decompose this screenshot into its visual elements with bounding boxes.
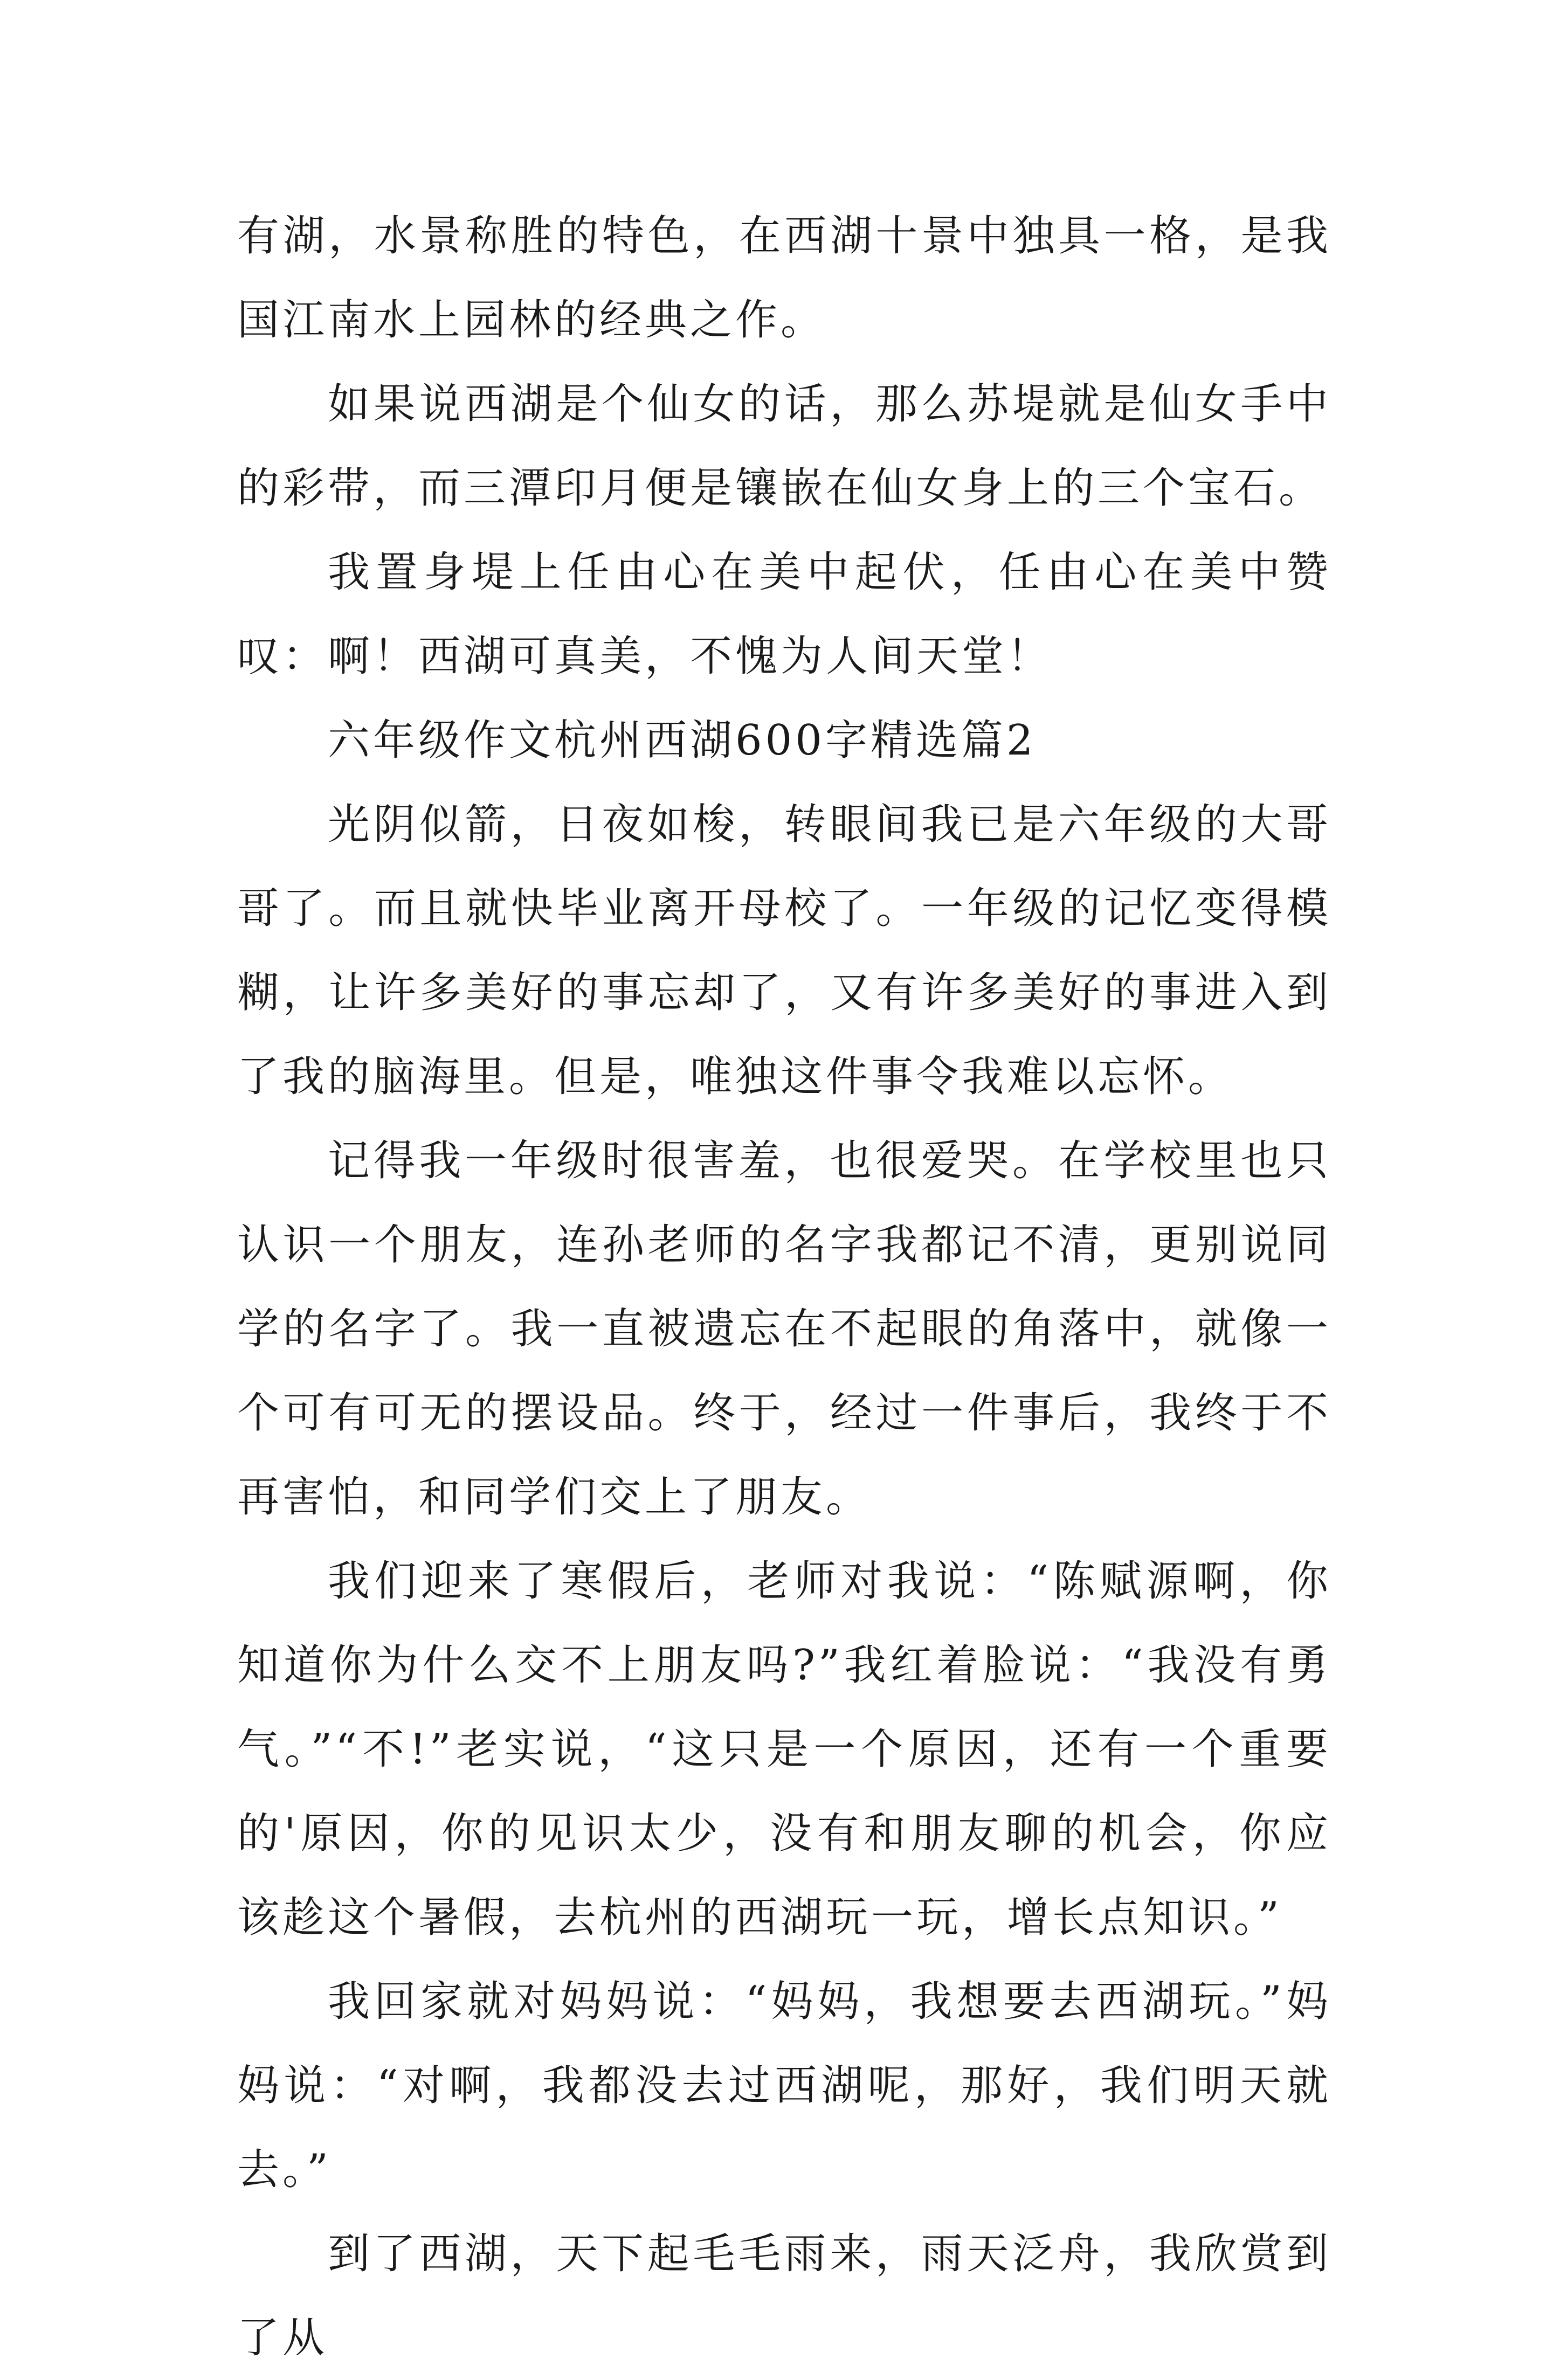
paragraph-3: 我置身堤上任由心在美中起伏，任由心在美中赞叹：啊！西湖可真美，不愧为人间天堂！ xyxy=(237,548,1331,681)
paragraph-1: 有湖，水景称胜的特色，在西湖十景中独具一格，是我国江南水上园林的经典之作。 xyxy=(237,212,1331,344)
paragraph-8: 我回家就对妈妈说：“妈妈，我想要去西湖玩。”妈妈说：“对啊，我都没去过西湖呢，那好，我们明天就去。” xyxy=(237,1977,1331,2194)
paragraph-2: 如果说西湖是个仙女的话，那么苏堤就是仙女手中的彩带，而三潭印月便是镶嵌在仙女身上的三个宝石。 xyxy=(237,380,1331,513)
paragraph-7: 我们迎来了寒假后，老师对我说：“陈赋源啊，你知道你为什么交不上朋友吗?”我红着脸说：“我没有勇气。”“不!”老实说，“这只是一个原因，还有一个重要的'原因，你的见识太少，没有和朋友聊的机会，你应该趁这个暑假，去杭州的西湖玩一玩，增长点知识。” xyxy=(237,1557,1331,1942)
paragraph-6: 记得我一年级时很害羞，也很爱哭。在学校里也只认识一个朋友，连孙老师的名字我都记不清，更别说同学的名字了。我一直被遗忘在不起眼的角落中，就像一个可有可无的摆设品。终于，经过一件事后，我终于不再害怕，和同学们交上了朋友。 xyxy=(237,1137,1331,1521)
document-body xyxy=(237,194,1331,2380)
section-heading: 六年级作文杭州西湖600字精选篇2 xyxy=(328,716,1037,765)
paragraph-5: 光阴似箭，日夜如梭，转眼间我已是六年级的大哥哥了。而且就快毕业离开母校了。一年级的记忆变得模糊，让许多美好的事忘却了，又有许多美好的事进入到了我的脑海里。但是，唯独这件事令我难以忘怀。 xyxy=(237,800,1331,1101)
paragraph-9: 到了西湖，天下起毛毛雨来，雨天泛舟，我欣赏到了从 xyxy=(237,2230,1331,2362)
